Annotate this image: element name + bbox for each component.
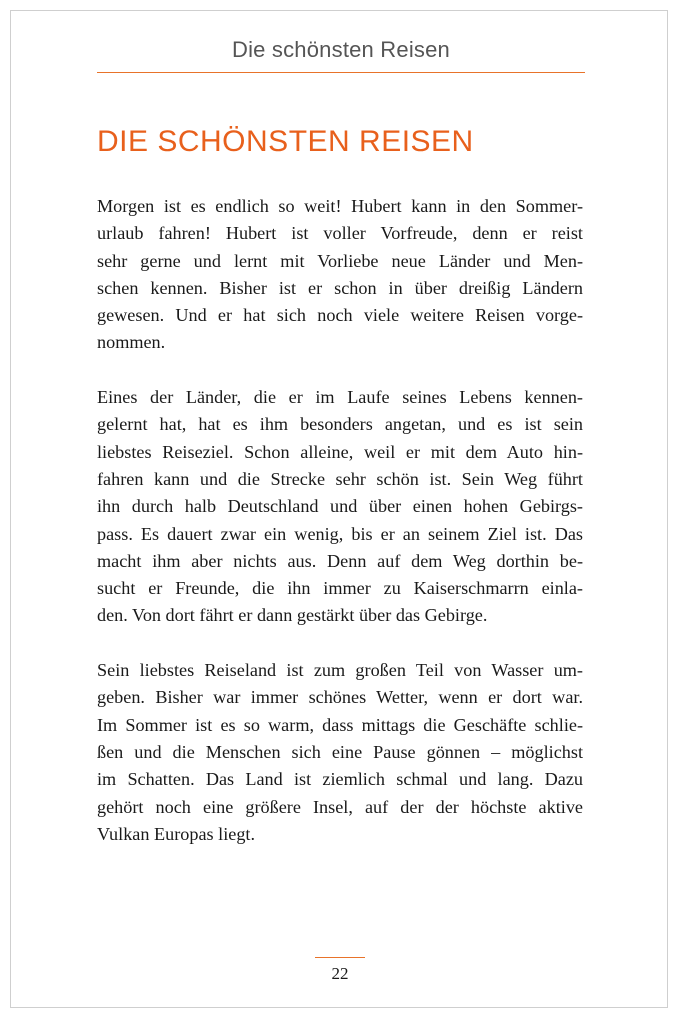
text-line: Im Sommer ist es so warm, dass mittags die Geschäfte schlie- xyxy=(97,714,583,735)
header-divider xyxy=(97,72,585,73)
text-line: gewesen. Und er hat sich noch viele weitere Reisen vorge- xyxy=(97,305,583,326)
footer-divider xyxy=(315,957,365,958)
text-line: Morgen ist es endlich so weit! Hubert kann in den Sommer- xyxy=(97,196,583,216)
text-line: macht ihm aber nichts aus. Denn auf dem Weg dorthin be- xyxy=(97,550,583,571)
text-line: Vulkan Europas liegt. xyxy=(97,823,256,844)
text-line: nommen. xyxy=(97,332,166,353)
text-line: Eines der Länder, die er im Laufe seines Lebens kennen- xyxy=(97,387,583,408)
paragraph-2 xyxy=(97,384,583,630)
text-line: gehört noch eine größere Insel, auf der der höchste aktive xyxy=(97,796,583,817)
text-line: ihn durch halb Deutschland und über einen hohen Gebirgs- xyxy=(97,496,583,517)
book-page xyxy=(10,10,668,1008)
chapter-title: DIE SCHÖNSTEN REISEN xyxy=(97,125,474,158)
body-text xyxy=(97,193,583,875)
text-line: ßen und die Menschen sich eine Pause gönnen – möglichst xyxy=(97,741,583,762)
page-number: 22 xyxy=(331,964,349,983)
paragraph-1 xyxy=(97,193,583,357)
text-line: pass. Es dauert zwar ein wenig, bis er an seinem Ziel ist. Das xyxy=(97,523,583,544)
text-line: schen kennen. Bisher ist er schon in über dreißig Ländern xyxy=(97,277,583,298)
text-line: sehr gerne und lernt mit Vorliebe neue Länder und Men- xyxy=(97,250,583,271)
text-line: geben. Bisher war immer schönes Wetter, wenn er dort war. xyxy=(97,687,583,708)
running-header-title: Die schönsten Reisen xyxy=(231,37,450,62)
text-line: fahren kann und die Strecke sehr schön ist. Sein Weg führt xyxy=(97,468,583,489)
paragraph-3 xyxy=(97,657,583,848)
text-line: urlaub fahren! Hubert ist voller Vorfreude, denn er reist xyxy=(97,223,583,244)
text-line: gelernt hat, hat es ihm besonders angetan, und es ist sein xyxy=(97,414,583,435)
text-line: Sein liebstes Reiseland ist zum großen Teil von Wasser um- xyxy=(97,660,583,681)
text-line: sucht er Freunde, die ihn immer zu Kaiserschmarrn einla- xyxy=(97,578,583,599)
text-line: liebstes Reiseziel. Schon alleine, weil er mit dem Auto hin- xyxy=(97,441,583,462)
text-line: im Schatten. Das Land ist ziemlich schmal und lang. Dazu xyxy=(97,769,583,790)
text-line: den. Von dort fährt er dann gestärkt über das Gebirge. xyxy=(97,605,488,626)
